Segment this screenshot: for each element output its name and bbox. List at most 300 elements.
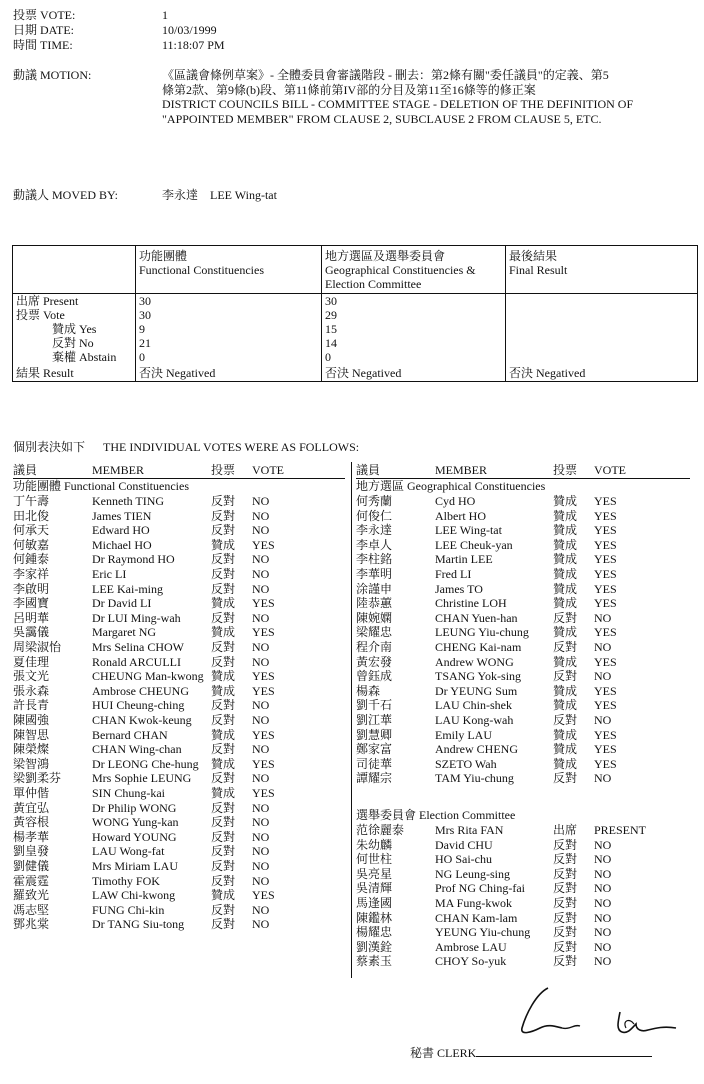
right-member-zh-head: 議員: [356, 463, 381, 477]
member-name-zh: 范徐麗泰: [356, 823, 405, 837]
vote-zh: 反對: [553, 852, 578, 867]
member-name-zh: 陳婉嫻: [356, 610, 393, 625]
row-result-label: 結果 Result: [16, 366, 74, 380]
member-name-en: LAU Kong-wah: [435, 713, 514, 727]
vote-en: NO: [594, 852, 612, 867]
vote-zh: 反對: [553, 713, 578, 727]
vote-zh: 贊成: [211, 888, 236, 903]
date-value: 10/03/1999: [162, 23, 217, 37]
member-row: [0, 625, 704, 640]
vote-en: NO: [252, 902, 270, 917]
member-name-zh: 梁劉柔芬: [13, 771, 62, 786]
member-name-en: LEUNG Yiu-chung: [435, 625, 529, 640]
vote-en: YES: [594, 727, 617, 742]
vote-zh: 反對: [553, 669, 578, 684]
vote-en: YES: [252, 786, 275, 800]
individual-votes-title: 個別表決如下 THE INDIVIDUAL VOTES WERE AS FOLLOWS:: [13, 440, 360, 454]
member-name-en: James TO: [435, 581, 483, 596]
member-name-zh: 譚耀宗: [356, 771, 393, 786]
vote-en: YES: [594, 581, 617, 596]
vote-zh: 贊成: [553, 756, 578, 771]
member-name-en: Fred LI: [435, 567, 472, 581]
member-name-zh: 李家祥: [13, 567, 50, 581]
member-row: [0, 757, 704, 772]
right-vote-zh-head: 投票: [553, 463, 578, 477]
vote-en: YES: [594, 494, 617, 508]
vote-zh: 反對: [211, 742, 236, 757]
member-name-zh: 梁智鴻: [13, 756, 50, 771]
member-name-en: Dr Philip WONG: [92, 800, 177, 815]
member-name-en: Prof NG Ching-fai: [435, 881, 525, 896]
vote-zh: 反對: [553, 925, 578, 940]
member-name-en: James TIEN: [92, 508, 152, 523]
vote-zh: 反對: [211, 508, 236, 523]
vote-zh: 贊成: [553, 523, 578, 538]
vote-zh: 反對: [211, 815, 236, 830]
row-abstain-fc: 0: [139, 350, 145, 364]
member-name-en: Bernard CHAN: [92, 727, 168, 742]
vote-en: YES: [252, 596, 275, 611]
member-row: [0, 925, 704, 940]
vote-en: YES: [252, 727, 275, 742]
vote-zh: 反對: [553, 837, 578, 852]
vote-en: NO: [594, 925, 612, 940]
member-row: [0, 896, 704, 911]
member-name-en: Dr LEONG Che-hung: [92, 756, 199, 771]
vote-en: NO: [252, 800, 270, 815]
right-member-en-head: MEMBER: [435, 463, 488, 477]
member-name-en: CHAN Kam-lam: [435, 910, 518, 925]
vote-zh: 贊成: [211, 669, 236, 684]
motion-line: DISTRICT COUNCILS BILL - COMMITTEE STAGE - DELETION OF THE DEFINITION OF: [162, 97, 634, 111]
member-name-en: CHOY So-yuk: [435, 954, 507, 969]
member-name-en: HUI Cheung-ching: [92, 698, 185, 713]
right-vote-en-head: VOTE: [594, 463, 626, 477]
vote-en: YES: [594, 756, 617, 771]
member-row: [0, 786, 704, 801]
vote-zh: 贊成: [553, 654, 578, 669]
member-name-zh: 陸恭蕙: [356, 596, 393, 611]
member-name-zh: 何敏嘉: [13, 537, 50, 552]
member-name-en: Christine LOH: [435, 596, 507, 611]
vote-zh: 贊成: [553, 625, 578, 640]
vote-en: NO: [594, 896, 612, 910]
vote-zh: 反對: [211, 654, 236, 669]
member-name-en: Michael HO: [92, 537, 152, 552]
vote-zh: 反對: [211, 552, 236, 567]
left-vote-zh-head: 投票: [211, 463, 236, 477]
vote-zh: 反對: [553, 939, 578, 954]
member-name-zh: 夏佳理: [13, 654, 50, 669]
member-row: [0, 523, 704, 538]
member-name-en: Albert HO: [435, 508, 486, 523]
member-row: [0, 552, 704, 567]
vote-zh: 贊成: [211, 537, 236, 552]
member-name-en: TAM Yiu-chung: [435, 771, 514, 786]
member-name-en: Mrs Selina CHOW: [92, 640, 184, 654]
member-row: [0, 713, 704, 728]
member-name-zh: 霍震霆: [13, 873, 50, 888]
vote-zh: 贊成: [211, 756, 236, 771]
vote-en: NO: [252, 640, 270, 654]
member-name-zh: 呂明華: [13, 610, 50, 625]
member-name-zh: 楊孝華: [13, 829, 50, 844]
member-name-en: Dr David LI: [92, 596, 152, 611]
vote-en: NO: [594, 866, 612, 881]
member-row: [0, 611, 704, 626]
member-name-en: SIN Chung-kai: [92, 786, 165, 800]
vote-en: NO: [594, 939, 612, 954]
vote-zh: 反對: [211, 610, 236, 625]
member-name-zh: 吳清輝: [356, 881, 393, 896]
vote-zh: 贊成: [553, 742, 578, 757]
member-name-zh: 何鍾泰: [13, 552, 50, 567]
vote-zh: 反對: [211, 829, 236, 844]
member-name-zh: 張永森: [13, 683, 50, 698]
member-name-en: CHEUNG Man-kwong: [92, 669, 204, 684]
vote-zh: 贊成: [553, 567, 578, 581]
member-name-en: David CHU: [435, 837, 493, 852]
vote-label: 投票 VOTE:: [13, 8, 76, 22]
member-name-zh: 蔡素玉: [356, 954, 393, 969]
member-name-en: HO Sai-chu: [435, 852, 492, 867]
moved-by-label: 動議人 MOVED BY:: [13, 188, 118, 202]
member-row: [0, 582, 704, 597]
vote-en: NO: [594, 837, 612, 852]
member-name-zh: 劉慧卿: [356, 727, 393, 742]
vote-zh: 反對: [211, 917, 236, 932]
summary-table: [12, 245, 698, 382]
vote-en: NO: [252, 654, 270, 669]
motion-line: "APPOINTED MEMBER" FROM CLAUSE 2, SUBCLAUSE 2 FROM CLAUSE 5, ETC.: [162, 111, 602, 126]
vote-en: YES: [252, 669, 275, 684]
row-no-fc: 21: [139, 336, 151, 350]
member-name-zh: 何俊仁: [356, 508, 393, 523]
vote-en: NO: [252, 523, 270, 538]
row-present-gc: 30: [325, 294, 337, 308]
member-name-zh: 楊森: [356, 683, 381, 698]
member-name-en: WONG Yung-kan: [92, 815, 179, 830]
member-row: [0, 881, 704, 896]
member-name-zh: 陳智思: [13, 727, 50, 742]
member-name-en: LEE Cheuk-yan: [435, 537, 513, 552]
vote-zh: 贊成: [553, 581, 578, 596]
vote-zh: 反對: [211, 873, 236, 888]
row-abstain-gc: 0: [325, 350, 331, 364]
member-row: [0, 867, 704, 882]
vote-zh: 反對: [553, 896, 578, 910]
vote-zh: 贊成: [553, 508, 578, 523]
vote-en: PRESENT: [594, 823, 647, 837]
ec-section-title: 選舉委員會 Election Committee: [356, 808, 516, 822]
member-row: [0, 771, 704, 786]
member-name-zh: 黃宏發: [356, 654, 393, 669]
vote-zh: 反對: [211, 800, 236, 815]
member-name-en: Howard YOUNG: [92, 829, 177, 844]
member-name-en: Martin LEE: [435, 552, 493, 567]
member-row: [0, 954, 704, 969]
vote-en: YES: [594, 742, 617, 757]
member-name-zh: 陳國強: [13, 713, 50, 727]
vote-zh: 反對: [211, 523, 236, 538]
final-column-header: 最後結果 Final Result: [509, 249, 568, 277]
vote-en: YES: [594, 596, 617, 611]
vote-zh: 反對: [211, 581, 236, 596]
member-name-zh: 張文光: [13, 669, 50, 684]
member-name-en: Ambrose CHEUNG: [92, 683, 189, 698]
vote-zh: 反對: [553, 866, 578, 881]
vote-zh: 反對: [211, 640, 236, 654]
member-name-en: MA Fung-kwok: [435, 896, 513, 910]
member-name-zh: 鄭家富: [356, 742, 393, 757]
date-label: 日期 DATE:: [13, 23, 74, 37]
member-name-en: Dr LUI Ming-wah: [92, 610, 181, 625]
row-abstain-label: 棄權 Abstain: [52, 350, 117, 364]
vote-en: YES: [594, 508, 617, 523]
member-row: [0, 742, 704, 757]
vote-en: NO: [594, 881, 612, 896]
member-name-en: LEE Wing-tat: [435, 523, 502, 538]
member-name-en: CHENG Kai-nam: [435, 640, 522, 654]
vote-value: 1: [162, 8, 168, 22]
vote-en: NO: [252, 552, 270, 567]
member-row: [0, 852, 704, 867]
member-name-en: Mrs Miriam LAU: [92, 859, 178, 873]
vote-en: NO: [252, 698, 270, 713]
member-name-zh: 李永達: [356, 523, 393, 538]
member-name-en: Eric LI: [92, 567, 127, 581]
member-name-zh: 劉健儀: [13, 859, 50, 873]
member-row: [0, 684, 704, 699]
vote-en: NO: [252, 713, 270, 727]
member-name-zh: 何秀蘭: [356, 494, 393, 508]
member-name-en: Edward HO: [92, 523, 150, 538]
vote-en: NO: [252, 610, 270, 625]
vote-en: NO: [252, 508, 270, 523]
motion-line: 條第2款、第9條(b)段、第11條前第IV部的分目及第11至16條等的修正案: [162, 82, 536, 97]
vote-zh: 贊成: [553, 494, 578, 508]
member-name-en: FUNG Chi-kin: [92, 902, 165, 917]
row-present-label: 出席 Present: [16, 294, 79, 308]
vote-en: YES: [252, 537, 275, 552]
member-name-en: Cyd HO: [435, 494, 476, 508]
vote-en: NO: [252, 567, 270, 581]
vote-zh: 贊成: [211, 786, 236, 800]
member-row: [0, 538, 704, 553]
vote-en: YES: [594, 523, 617, 538]
vote-en: NO: [252, 742, 270, 757]
member-name-zh: 許長青: [13, 698, 50, 713]
row-vote-label: 投票 Vote: [16, 308, 65, 322]
vote-zh: 反對: [553, 610, 578, 625]
vote-en: YES: [594, 552, 617, 567]
vote-zh: 贊成: [211, 727, 236, 742]
member-name-en: LAU Chin-shek: [435, 698, 512, 713]
left-member-en-head: MEMBER: [92, 463, 145, 477]
motion-text: [162, 68, 692, 126]
vote-en: NO: [594, 954, 612, 969]
motion-label: 動議 MOTION:: [13, 68, 92, 82]
member-name-zh: 曾鈺成: [356, 669, 393, 684]
clerk-label: 秘書 CLERK: [410, 1046, 477, 1060]
member-row: [0, 567, 704, 582]
member-name-zh: 吳亮星: [356, 866, 393, 881]
vote-zh: 贊成: [553, 727, 578, 742]
member-name-en: Dr YEUNG Sum: [435, 683, 518, 698]
member-name-zh: 李國寶: [13, 596, 50, 611]
vote-en: YES: [594, 698, 617, 713]
vote-en: YES: [252, 625, 275, 640]
moved-by-value: 李永達 LEE Wing-tat: [162, 188, 277, 202]
row-vote-gc: 29: [325, 308, 337, 322]
time-value: 11:18:07 PM: [162, 38, 225, 52]
vote-en: YES: [252, 888, 275, 903]
vote-zh: 贊成: [553, 537, 578, 552]
member-row: [0, 698, 704, 713]
vote-zh: 贊成: [553, 552, 578, 567]
vote-zh: 反對: [553, 910, 578, 925]
member-name-zh: 李華明: [356, 567, 393, 581]
member-name-zh: 黃容根: [13, 815, 50, 830]
vote-en: YES: [594, 537, 617, 552]
vote-zh: 反對: [211, 494, 236, 508]
member-name-en: Margaret NG: [92, 625, 157, 640]
vote-en: NO: [594, 640, 612, 654]
member-name-en: Kenneth TING: [92, 494, 165, 508]
member-row: [0, 509, 704, 524]
vote-en: NO: [252, 815, 270, 830]
vote-en: NO: [252, 494, 270, 508]
gc-column-header: 地方選區及選舉委員會 Geographical Constituencies & Election Committee: [325, 249, 476, 291]
member-name-en: CHAN Wing-chan: [92, 742, 182, 757]
member-name-zh: 單仲偕: [13, 786, 50, 800]
member-name-en: Andrew WONG: [435, 654, 514, 669]
vote-zh: 反對: [211, 859, 236, 873]
member-name-zh: 程介南: [356, 640, 393, 654]
time-label: 時間 TIME:: [13, 38, 73, 52]
vote-zh: 反對: [211, 844, 236, 859]
vote-en: YES: [594, 654, 617, 669]
member-name-zh: 陳鑑林: [356, 910, 393, 925]
vote-en: NO: [594, 771, 612, 786]
member-name-en: Emily LAU: [435, 727, 492, 742]
vote-en: NO: [252, 829, 270, 844]
member-name-zh: 吳靄儀: [13, 625, 50, 640]
vote-zh: 贊成: [211, 596, 236, 611]
member-name-zh: 丁午壽: [13, 494, 50, 508]
member-name-en: YEUNG Yiu-chung: [435, 925, 531, 940]
row-vote-fc: 30: [139, 308, 151, 322]
vote-zh: 出席: [553, 823, 578, 837]
member-name-zh: 劉漢銓: [356, 939, 393, 954]
member-name-en: LAW Chi-kwong: [92, 888, 176, 903]
member-name-en: Dr Raymond HO: [92, 552, 175, 567]
member-name-en: CHAN Yuen-han: [435, 610, 518, 625]
vote-en: NO: [252, 581, 270, 596]
fc-section-title: 功能團體 Functional Constituencies: [13, 479, 189, 493]
member-name-en: LEE Kai-ming: [92, 581, 163, 596]
vote-en: NO: [594, 910, 612, 925]
member-name-en: Ronald ARCULLI: [92, 654, 181, 669]
member-name-zh: 田北俊: [13, 508, 50, 523]
vote-en: YES: [594, 567, 617, 581]
vote-zh: 反對: [553, 881, 578, 896]
vote-en: NO: [252, 873, 270, 888]
motion-line: 《區議會條例草案》- 全體委員會審議階段 - 刪去：第2條有關"委任議員"的定義、第5: [162, 68, 609, 82]
vote-en: NO: [252, 844, 270, 859]
vote-zh: 反對: [211, 902, 236, 917]
vote-en: NO: [594, 669, 612, 684]
member-name-en: LAU Wong-fat: [92, 844, 165, 859]
gc-section-title: 地方選區 Geographical Constituencies: [356, 479, 546, 493]
member-name-en: CHAN Kwok-keung: [92, 713, 192, 727]
member-name-zh: 李啟明: [13, 581, 50, 596]
member-row: [0, 911, 704, 926]
vote-en: NO: [252, 771, 270, 786]
member-row: [0, 823, 704, 838]
member-row: [0, 640, 704, 655]
vote-zh: 反對: [211, 698, 236, 713]
vote-zh: 贊成: [211, 625, 236, 640]
member-row: [0, 669, 704, 684]
member-name-en: TSANG Yok-sing: [435, 669, 522, 684]
vote-zh: 贊成: [553, 698, 578, 713]
member-name-zh: 楊耀忠: [356, 925, 393, 940]
member-name-zh: 梁耀忠: [356, 625, 393, 640]
vote-zh: 贊成: [211, 683, 236, 698]
member-name-en: Andrew CHENG: [435, 742, 518, 757]
row-no-label: 反對 No: [52, 336, 94, 350]
row-present-fc: 30: [139, 294, 151, 308]
member-name-en: Timothy FOK: [92, 873, 160, 888]
member-row: [0, 596, 704, 611]
member-row: [0, 940, 704, 955]
vote-en: NO: [594, 610, 612, 625]
member-name-zh: 馮志堅: [13, 902, 50, 917]
row-yes-label: 贊成 Yes: [52, 322, 97, 336]
member-row: [0, 728, 704, 743]
member-name-en: Ambrose LAU: [435, 939, 507, 954]
member-name-zh: 黃宜弘: [13, 800, 50, 815]
left-vote-en-head: VOTE: [252, 463, 284, 477]
member-row: [0, 838, 704, 853]
vote-zh: 反對: [211, 567, 236, 581]
vote-en: YES: [594, 625, 617, 640]
clerk-signature: [508, 980, 688, 1050]
fc-column-header: 功能團體 Functional Constituencies: [139, 249, 264, 277]
vote-en: YES: [252, 683, 275, 698]
member-name-zh: 馬逢國: [356, 896, 393, 910]
member-name-zh: 涂謹申: [356, 581, 393, 596]
member-name-en: Mrs Sophie LEUNG: [92, 771, 192, 786]
vote-zh: 反對: [211, 771, 236, 786]
vote-en: NO: [252, 917, 270, 932]
member-name-zh: 陳榮燦: [13, 742, 50, 757]
member-name-zh: 何承天: [13, 523, 50, 538]
member-row: [0, 494, 704, 509]
row-yes-gc: 15: [325, 322, 337, 336]
vote-zh: 反對: [553, 954, 578, 969]
member-name-zh: 劉千石: [356, 698, 393, 713]
row-result-final: 否決 Negatived: [509, 366, 586, 380]
vote-en: NO: [252, 859, 270, 873]
member-name-zh: 朱幼麟: [356, 837, 393, 852]
vote-zh: 贊成: [553, 683, 578, 698]
row-yes-fc: 9: [139, 322, 145, 336]
member-name-zh: 李卓人: [356, 537, 393, 552]
member-name-zh: 劉皇發: [13, 844, 50, 859]
member-name-zh: 周梁淑怡: [13, 640, 62, 654]
